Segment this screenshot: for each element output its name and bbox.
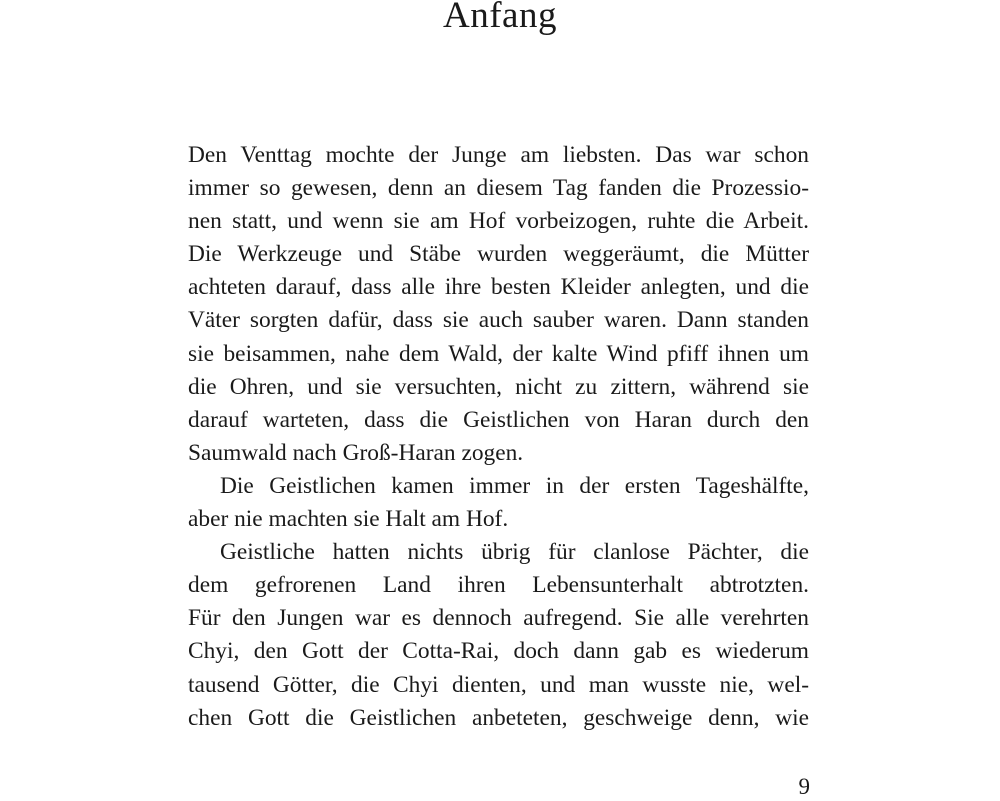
text-line: tausend Götter, die Chyi dienten, und man wusste nie, wel- — [188, 671, 809, 698]
text-line: Saumwald nach Groß-Haran zogen. — [188, 439, 524, 466]
text-line: die Ohren, und sie versuchten, nicht zu zittern, während sie — [188, 373, 809, 400]
chapter-title: Anfang — [443, 0, 557, 36]
text-line: achteten darauf, dass alle ihre besten Kleider anlegten, und die — [188, 274, 809, 301]
page-number: 9 — [798, 774, 810, 799]
text-line: dem gefrorenen Land ihren Lebensunterhalt abtrotzten. — [188, 572, 809, 599]
text-line: Väter sorgten dafür, dass sie auch sauber waren. Dann standen — [188, 307, 809, 334]
text-line: aber nie machten sie Halt am Hof. — [188, 506, 509, 533]
text-line: Die Werkzeuge und Stäbe wurden weggeräumt, die Mütter — [188, 241, 809, 268]
paragraph — [188, 536, 809, 735]
text-line: darauf warteten, dass die Geistlichen von Haran durch den — [188, 406, 809, 433]
text-line: Chyi, den Gott der Cotta-Rai, doch dann gab es wiederum — [188, 638, 809, 665]
text-line: Geistliche hatten nichts übrig für clanlose Pächter, die — [220, 539, 809, 566]
paragraph — [188, 470, 809, 536]
text-line: sie beisammen, nahe dem Wald, der kalte Wind pfiff ihnen um — [188, 340, 809, 367]
text-line: nen statt, und wenn sie am Hof vorbeizogen, ruhte die Arbeit. — [188, 208, 809, 235]
paragraph — [188, 139, 809, 470]
text-line: Die Geistlichen kamen immer in der ersten Tageshälfte, — [220, 472, 809, 499]
text-line: chen Gott die Geistlichen anbeteten, geschweige denn, wie — [188, 704, 809, 731]
text-line: Für den Jungen war es dennoch aufregend. Sie alle verehrten — [188, 605, 809, 632]
body-text — [188, 139, 809, 735]
text-line: immer so gewesen, denn an diesem Tag fanden die Prozessio- — [188, 175, 809, 202]
text-line: Den Venttag mochte der Junge am liebsten. Das war schon — [188, 142, 809, 168]
